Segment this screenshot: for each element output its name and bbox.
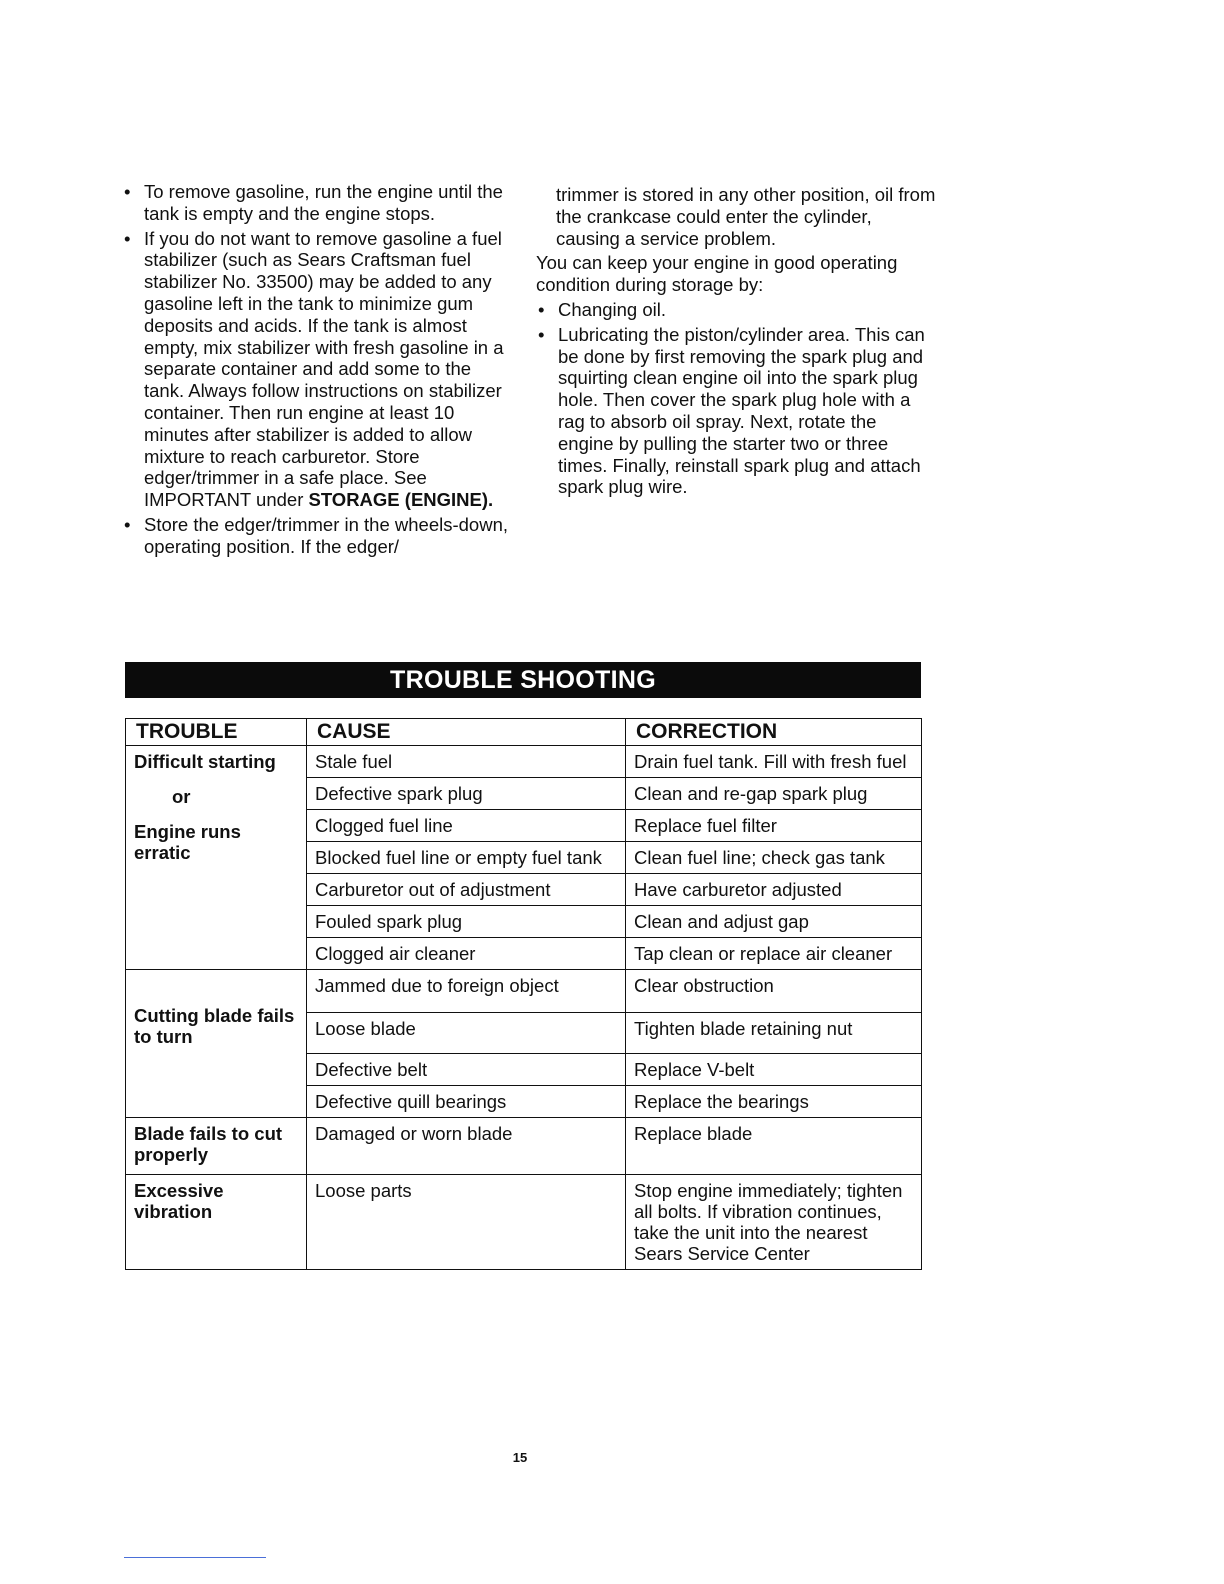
correction-cell: Have carburetor adjusted xyxy=(626,874,922,906)
trouble-shooting-banner: TROUBLE SHOOTING xyxy=(125,662,921,698)
table-row xyxy=(126,1118,922,1175)
footer-rule xyxy=(124,1557,266,1558)
storage-engine-reference: STORAGE (ENGINE). xyxy=(308,489,494,511)
table-header-row xyxy=(126,719,922,746)
storage-instructions-right xyxy=(536,184,936,501)
correction-cell: Clear obstruction xyxy=(626,970,922,1013)
cause-cell: Fouled spark plug xyxy=(307,906,626,938)
correction-cell: Drain fuel tank. Fill with fresh fuel xyxy=(626,746,922,778)
cause-cell: Clogged fuel line xyxy=(307,810,626,842)
correction-cell: Tap clean or replace air cleaner xyxy=(626,938,922,970)
trouble-excessive-vibration: Excessive vibration xyxy=(126,1175,307,1270)
cause-cell: Damaged or worn blade xyxy=(307,1118,626,1175)
cause-cell: Stale fuel xyxy=(307,746,626,778)
correction-cell: Replace V-belt xyxy=(626,1054,922,1086)
bullet-changing-oil: • Changing oil. xyxy=(536,299,936,321)
header-trouble: TROUBLE xyxy=(126,719,307,746)
table-row xyxy=(126,1175,922,1270)
fuel-stabilizer-text: If you do not want to remove gasoline a fuel stabilizer (such as Sears Craftsman fuel stabilizer No. 33500) may be added to any gasoline left in the tank to minimize gum deposits and acids. If the tank is almost empty, mix stabilizer with fresh gasoline in a separate container and add some to the tank. Always follow instructions on stabilizer container. Then run engine at least 10 minutes after stabilizer is added to allow mixture to reach carburetor. Store edger/trimmer in a safe place. See IMPORTANT under xyxy=(144,227,504,511)
cause-cell: Clogged air cleaner xyxy=(307,938,626,970)
cause-cell: Defective belt xyxy=(307,1054,626,1086)
table-row xyxy=(126,746,922,778)
correction-cell: Stop engine immediately; tighten all bolts. If vibration continues, take the unit into the nearest Sears Service Center xyxy=(626,1175,922,1270)
cause-cell: Defective spark plug xyxy=(307,778,626,810)
continuation-text: trimmer is stored in any other position, oil from the crankcase could enter the cylinder, causing a service problem. xyxy=(556,184,936,249)
cause-cell: Loose parts xyxy=(307,1175,626,1270)
trouble-or: or xyxy=(172,786,191,807)
trouble-blade-fails-to-cut: Blade fails to cut properly xyxy=(126,1118,307,1175)
storage-instructions-left xyxy=(122,181,512,561)
correction-cell: Replace blade xyxy=(626,1118,922,1175)
correction-cell: Tighten blade retaining nut xyxy=(626,1013,922,1054)
bullet-fuel-stabilizer xyxy=(122,228,512,511)
good-condition-intro: You can keep your engine in good operating condition during storage by: xyxy=(536,252,898,296)
cause-cell: Blocked fuel line or empty fuel tank xyxy=(307,842,626,874)
trouble-difficult-starting xyxy=(126,746,307,970)
bullet-remove-gasoline: • To remove gasoline, run the engine until the tank is empty and the engine stops. xyxy=(122,181,512,225)
bullet-store-position: • Store the edger/trimmer in the wheels-down, operating position. If the edger/ xyxy=(122,514,512,558)
cause-cell: Defective quill bearings xyxy=(307,1086,626,1118)
correction-cell: Clean fuel line; check gas tank xyxy=(626,842,922,874)
trouble-label: Engine runs erratic xyxy=(134,821,241,863)
trouble-cutting-blade xyxy=(126,970,307,1118)
cause-cell: Carburetor out of adjustment xyxy=(307,874,626,906)
trouble-label: Difficult starting xyxy=(134,751,276,772)
header-cause: CAUSE xyxy=(307,719,626,746)
cause-cell: Loose blade xyxy=(307,1013,626,1054)
correction-cell: Replace fuel filter xyxy=(626,810,922,842)
table-row xyxy=(126,970,922,1013)
correction-cell: Clean and adjust gap xyxy=(626,906,922,938)
trouble-label: Cutting blade fails to turn xyxy=(134,1005,295,1047)
header-correction: CORRECTION xyxy=(626,719,922,746)
trouble-shooting-table xyxy=(125,718,922,1270)
cause-cell: Jammed due to foreign object xyxy=(307,970,626,1013)
correction-cell: Clean and re-gap spark plug xyxy=(626,778,922,810)
correction-cell: Replace the bearings xyxy=(626,1086,922,1118)
bullet-lubricating: • Lubricating the piston/cylinder area. This can be done by first removing the spark plug and squirting clean engine oil into the spark plug hole. Then cover the spark plug hole with a rag to absorb oil spray. Next, rotate the engine by pulling the starter two or three times. Finally, reinstall spark plug and attach spark plug wire. xyxy=(536,324,936,498)
page-number: 15 xyxy=(512,1450,528,1465)
